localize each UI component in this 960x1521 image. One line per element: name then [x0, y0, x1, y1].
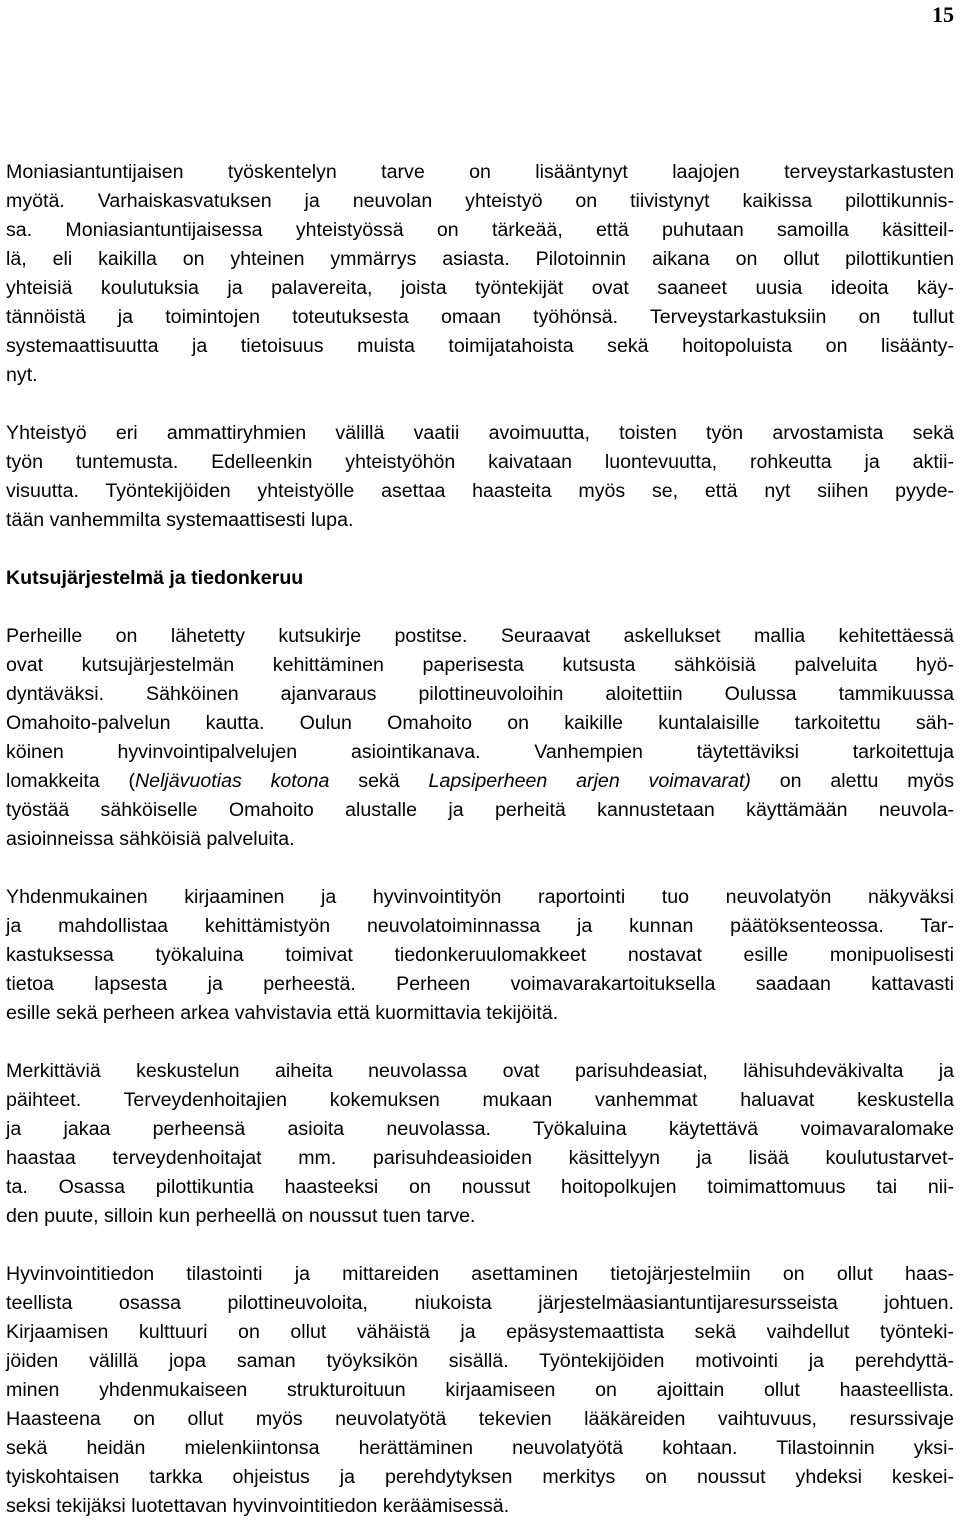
text-line — [6, 970, 954, 999]
text-line — [6, 216, 954, 245]
text-line — [6, 709, 954, 738]
text-line — [6, 361, 954, 390]
text-segment: Omahoito-palvelun kautta. Oulun Omahoito on kaikille kuntalaisille tarkoitettu säh- — [6, 712, 954, 734]
text-line — [6, 1376, 954, 1405]
text-segment: Yhteistyö eri ammattiryhmien välillä vaatii avoimuutta, toisten työn arvostamista sekä — [6, 422, 954, 444]
text-segment: myötä. Varhaiskasvatuksen ja neuvolan yhteistyö on tiivistynyt kaikissa pilottikunnis- — [6, 190, 954, 212]
text-segment: esille sekä perheen arkea vahvistavia että kuormittavia tekijöitä. — [6, 1002, 559, 1024]
text-line — [6, 1057, 954, 1086]
text-line — [6, 622, 954, 651]
text-segment: haastaa terveydenhoitajat mm. parisuhdeasioiden käsittelyyn ja lisää koulutustarvet- — [6, 1147, 954, 1169]
text-segment: lä, eli kaikilla on yhteinen ymmärrys asiasta. Pilotoinnin aikana on ollut pilottikuntien — [6, 248, 954, 270]
text-segment: tännöistä ja toimintojen toteutuksesta omaan työhönsä. Terveystarkastuksiin on tullut — [6, 306, 954, 328]
text-line — [6, 1347, 954, 1376]
text-segment: tietoa lapsesta ja perheestä. Perheen voimavarakartoituksella saadaan kattavasti — [6, 973, 954, 995]
text-segment: Merkittäviä keskustelun aiheita neuvolassa ovat parisuhdeasiat, lähisuhdeväkivalta ja — [6, 1060, 954, 1082]
page-number: 15 — [932, 2, 954, 27]
text-segment: Kirjaamisen kulttuuri on ollut vähäistä ja epäsystemaattista sekä vaihdellut työnteki- — [6, 1321, 954, 1343]
paragraph-gap — [6, 854, 954, 883]
text-line — [6, 1086, 954, 1115]
text-line — [6, 1492, 954, 1521]
section-heading — [6, 564, 954, 593]
text-segment: kastuksessa työkaluina toimivat tiedonkeruulomakkeet nostavat esille monipuolisesti — [6, 944, 954, 966]
text-segment: työstää sähköiselle Omahoito alustalle ja perheitä kannustetaan käyttämään neuvola- — [6, 799, 954, 821]
text-segment: Moniasiantuntijaisen työskentelyn tarve on lisääntynyt laajojen terveystarkastusten — [6, 161, 954, 183]
text-line — [6, 738, 954, 767]
text-line — [6, 1463, 954, 1492]
paragraph — [6, 419, 954, 535]
text-line — [6, 796, 954, 825]
italic-title: Neljävuotias kotona — [135, 770, 330, 792]
text-line — [6, 506, 954, 535]
text-segment: ta. Osassa pilottikuntia haasteeksi on noussut hoitopolkujen toimimattomuus tai nii- — [6, 1176, 954, 1198]
text-line — [6, 825, 954, 854]
text-segment: ovat kutsujärjestelmän kehittäminen paperisesta kutsusta sähköisiä palveluita hyö- — [6, 654, 954, 676]
text-segment: asioinneissa sähköisiä palveluita. — [6, 828, 295, 850]
paragraph-gap — [6, 1028, 954, 1057]
text-segment: minen yhdenmukaiseen strukturoituun kirjaamiseen on ajoittain ollut haasteellista. — [6, 1379, 954, 1401]
text-segment: visuutta. Työntekijöiden yhteistyölle asettaa haasteita myös se, että nyt siihen pyyde- — [6, 480, 954, 502]
text-segment: Hyvinvointitiedon tilastointi ja mittareiden asettaminen tietojärjestelmiin on ollut haas- — [6, 1263, 954, 1285]
text-line — [6, 274, 954, 303]
text-segment: Yhdenmukainen kirjaaminen ja hyvinvointityön raportointi tuo neuvolatyön näkyväksi — [6, 886, 954, 908]
text-line — [6, 1260, 954, 1289]
text-segment: Haasteena on ollut myös neuvolatyötä tekevien lääkäreiden vaihtuvuus, resurssivaje — [6, 1408, 954, 1430]
text-line — [6, 767, 954, 796]
text-segment: jöiden välillä jopa saman työyksikön sisällä. Työntekijöiden motivointi ja perehdyttä- — [6, 1350, 954, 1372]
text-segment: työn tuntemusta. Edelleenkin yhteistyöhön kaivataan luontevuutta, rohkeutta ja aktii- — [6, 451, 954, 473]
text-line — [6, 303, 954, 332]
text-line — [6, 448, 954, 477]
document-body — [6, 158, 954, 1521]
text-line — [6, 1434, 954, 1463]
text-segment: on alettu myös — [750, 770, 955, 792]
text-segment: Perheille on lähetetty kutsukirje postitse. Seuraavat askellukset mallia kehitettäessä — [6, 625, 954, 647]
text-line — [6, 1202, 954, 1231]
text-line — [6, 1405, 954, 1434]
paragraph — [6, 622, 954, 854]
text-segment: systemaattisuutta ja tietoisuus muista toimijatahoista sekä hoitopoluista on lisäänty- — [6, 335, 954, 357]
text-line — [6, 912, 954, 941]
text-line — [6, 1289, 954, 1318]
paragraph — [6, 883, 954, 1028]
text-segment: päihteet. Terveydenhoitajien kokemuksen mukaan vanhemmat haluavat keskustella — [6, 1089, 954, 1111]
text-line — [6, 564, 954, 593]
text-segment: nyt. — [6, 364, 38, 386]
paragraph — [6, 1057, 954, 1231]
text-line — [6, 999, 954, 1028]
text-segment: tään vanhemmilta systemaattisesti lupa. — [6, 509, 354, 531]
text-line — [6, 1173, 954, 1202]
text-line — [6, 419, 954, 448]
text-segment: sekä heidän mielenkiintonsa herättäminen neuvolatyötä kohtaan. Tilastoinnin yksi- — [6, 1437, 954, 1459]
text-line — [6, 477, 954, 506]
paragraph — [6, 158, 954, 390]
text-segment: dyntäväksi. Sähköinen ajanvaraus pilottineuvoloihin aloitettiin Oulussa tammikuussa — [6, 683, 954, 705]
text-segment: sekä — [329, 770, 429, 792]
text-segment: ja jakaa perheensä asioita neuvolassa. Työkaluina käytettävä voimavaralomake — [6, 1118, 954, 1140]
text-line — [6, 1115, 954, 1144]
text-segment: lomakkeita ( — [6, 770, 136, 792]
text-segment: köinen hyvinvointipalvelujen asiointikanava. Vanhempien täytettäviksi tarkoitettuja — [6, 741, 954, 763]
text-line — [6, 680, 954, 709]
text-segment: den puute, silloin kun perheellä on noussut tuen tarve. — [6, 1205, 476, 1227]
text-line — [6, 1144, 954, 1173]
text-line — [6, 883, 954, 912]
text-segment: ja mahdollistaa kehittämistyön neuvolatoiminnassa ja kunnan päätöksenteossa. Tar- — [6, 915, 954, 937]
text-segment: sa. Moniasiantuntijaisessa yhteistyössä on tärkeää, että puhutaan samoilla käsitteil- — [6, 219, 954, 241]
italic-title: Lapsiperheen arjen voimavarat) — [428, 770, 751, 792]
paragraph-gap — [6, 390, 954, 419]
text-line — [6, 158, 954, 187]
text-line — [6, 651, 954, 680]
paragraph — [6, 1260, 954, 1521]
text-segment: tyiskohtaisen tarkka ohjeistus ja perehdytyksen merkitys on noussut yhdeksi keskei- — [6, 1466, 954, 1488]
text-line — [6, 332, 954, 361]
text-line — [6, 245, 954, 274]
paragraph-gap — [6, 593, 954, 622]
text-line — [6, 1318, 954, 1347]
text-segment: seksi tekijäksi luotettavan hyvinvointitiedon keräämisessä. — [6, 1495, 510, 1517]
text-segment: Kutsujärjestelmä ja tiedonkeruu — [6, 567, 304, 589]
text-segment: teellista osassa pilottineuvoloita, niukoista järjestelmäasiantuntijaresursseista johtuen. — [6, 1292, 954, 1314]
text-line — [6, 941, 954, 970]
paragraph-gap — [6, 535, 954, 564]
text-segment: yhteisiä koulutuksia ja palavereita, joista työntekijät ovat saaneet uusia ideoita käy- — [6, 277, 954, 299]
text-line — [6, 187, 954, 216]
paragraph-gap — [6, 1231, 954, 1260]
